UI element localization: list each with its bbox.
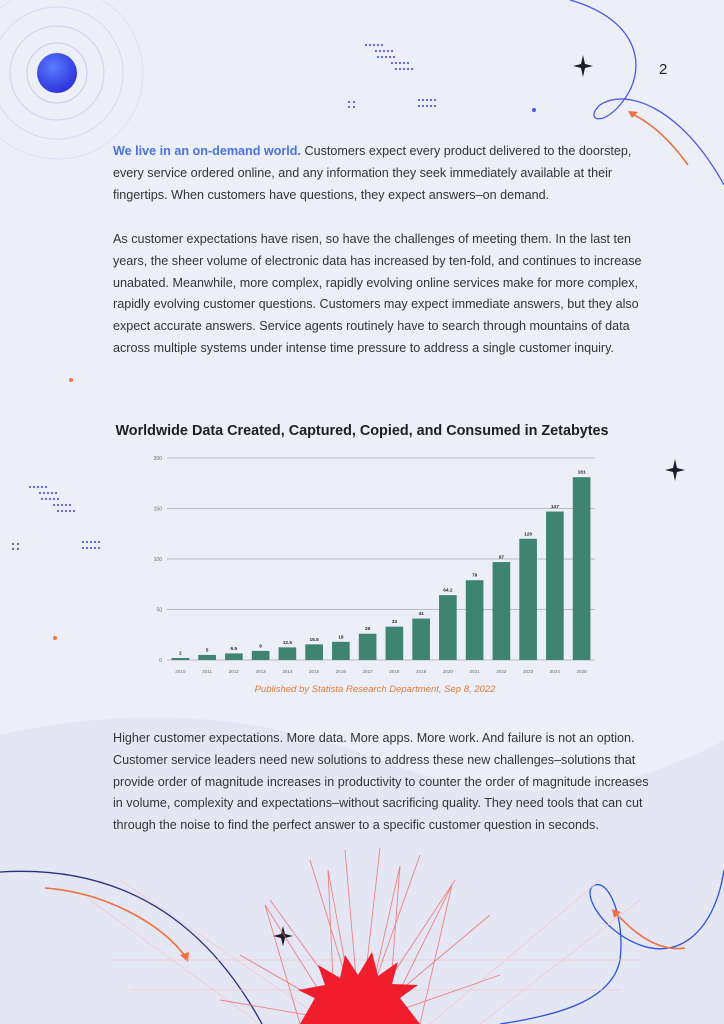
x-tick-label: 2025 [576,669,587,674]
bar-value-label: 97 [498,555,505,561]
bar [493,562,511,660]
bar [359,634,377,660]
bar-value-label: 147 [550,505,559,511]
bar-value-label: 9 [259,644,262,650]
bar-value-label: 2 [179,651,182,657]
bar [198,655,216,660]
intro-lead: We live in an on-demand world. [113,144,301,158]
x-tick-label: 2017 [362,669,373,674]
x-tick-label: 2022 [496,669,507,674]
page-number: 2 [659,61,668,78]
dot-pattern-left [12,486,100,550]
bar-value-label: 15.5 [309,637,319,643]
orange-dot [53,636,57,640]
x-tick-label: 2021 [469,669,480,674]
y-tick-label: 200 [153,456,162,462]
x-tick-label: 2023 [523,669,534,674]
bar [386,627,404,660]
bar-value-label: 41 [418,612,424,618]
dot-pattern-top [348,44,536,112]
intro-text: Customers expect every product delivered to the doorstep, every service ordered online, and any information they seek immediately available at their fingertips. When customers have questions, they expect answers–on demand. [113,144,632,202]
sparkle-icon [665,459,685,481]
bar [546,512,564,660]
bar-value-label: 6.5 [230,646,238,652]
x-tick-label: 2016 [335,669,346,674]
bar-value-label: 33 [391,620,398,626]
bar-value-label: 181 [577,470,586,476]
bar [305,644,323,660]
bar [252,651,270,660]
conclusion-paragraph: Higher customer expectations. More data. More apps. More work. And failure is not an option. Customer service leaders need new solutions to address these new challenges–solutions that provide order of magnitude increases in productivity to counter the order of magnitude increases in volume, complexity and expectations–without sacrificing quality. They need tools that can cut through the noise to find the perfect answer to a specific customer question in seconds. [113,731,649,833]
x-tick-label: 2018 [389,669,400,674]
x-tick-label: 2015 [309,669,320,674]
y-tick-label: 150 [153,506,162,513]
y-tick-label: 50 [156,607,162,614]
bar-chart [150,453,600,681]
bar-value-label: 120 [524,532,533,538]
bar [439,595,457,660]
sparkle-icon [573,55,593,77]
x-tick-label: 2024 [549,669,560,674]
y-tick-label: 0 [159,658,162,664]
bar [466,580,484,660]
bar [279,647,297,660]
x-tick-label: 2011 [202,669,213,674]
blue-orb [37,53,77,93]
bar [573,477,591,660]
orange-dot [69,378,73,382]
x-tick-label: 2019 [416,669,427,674]
bar-value-label: 26 [364,627,371,633]
bar-value-label: 79 [471,573,478,579]
x-tick-label: 2020 [442,669,453,674]
bar-value-label: 64.2 [443,588,453,594]
x-tick-label: 2013 [255,669,266,674]
bar-value-label: 5 [205,648,209,654]
bar-value-label: 12.5 [282,640,293,646]
bar-value-label: 18 [338,635,344,641]
challenges-paragraph: As customer expectations have risen, so have the challenges of meeting them. In the last ten years, the sheer volume of electronic data has increased by ten-fold, and continues to increase unabated. Meanwhile, more complex, rapidly evolving online services make for more complex, rapidly evolving customer questions. Customers may expect immediate answers, but they also expect accurate answers. Service agents routinely have to search through mountains of data across multiple systems under intense time pressure to address a single customer inquiry. [113,232,642,355]
bar [225,653,243,660]
intro-paragraph [113,141,661,206]
bar [519,539,537,660]
chart-source: Published by Statista Research Department, Sep 8, 2022 [254,684,496,695]
x-tick-label: 2012 [228,669,239,674]
bar [412,619,430,660]
x-tick-label: 2014 [282,669,293,674]
x-tick-label: 2010 [175,669,186,674]
bar [332,642,350,660]
bar [172,658,190,660]
chart-title: Worldwide Data Created, Captured, Copied, and Consumed in Zetabytes [115,423,609,439]
y-tick-label: 100 [153,557,162,563]
